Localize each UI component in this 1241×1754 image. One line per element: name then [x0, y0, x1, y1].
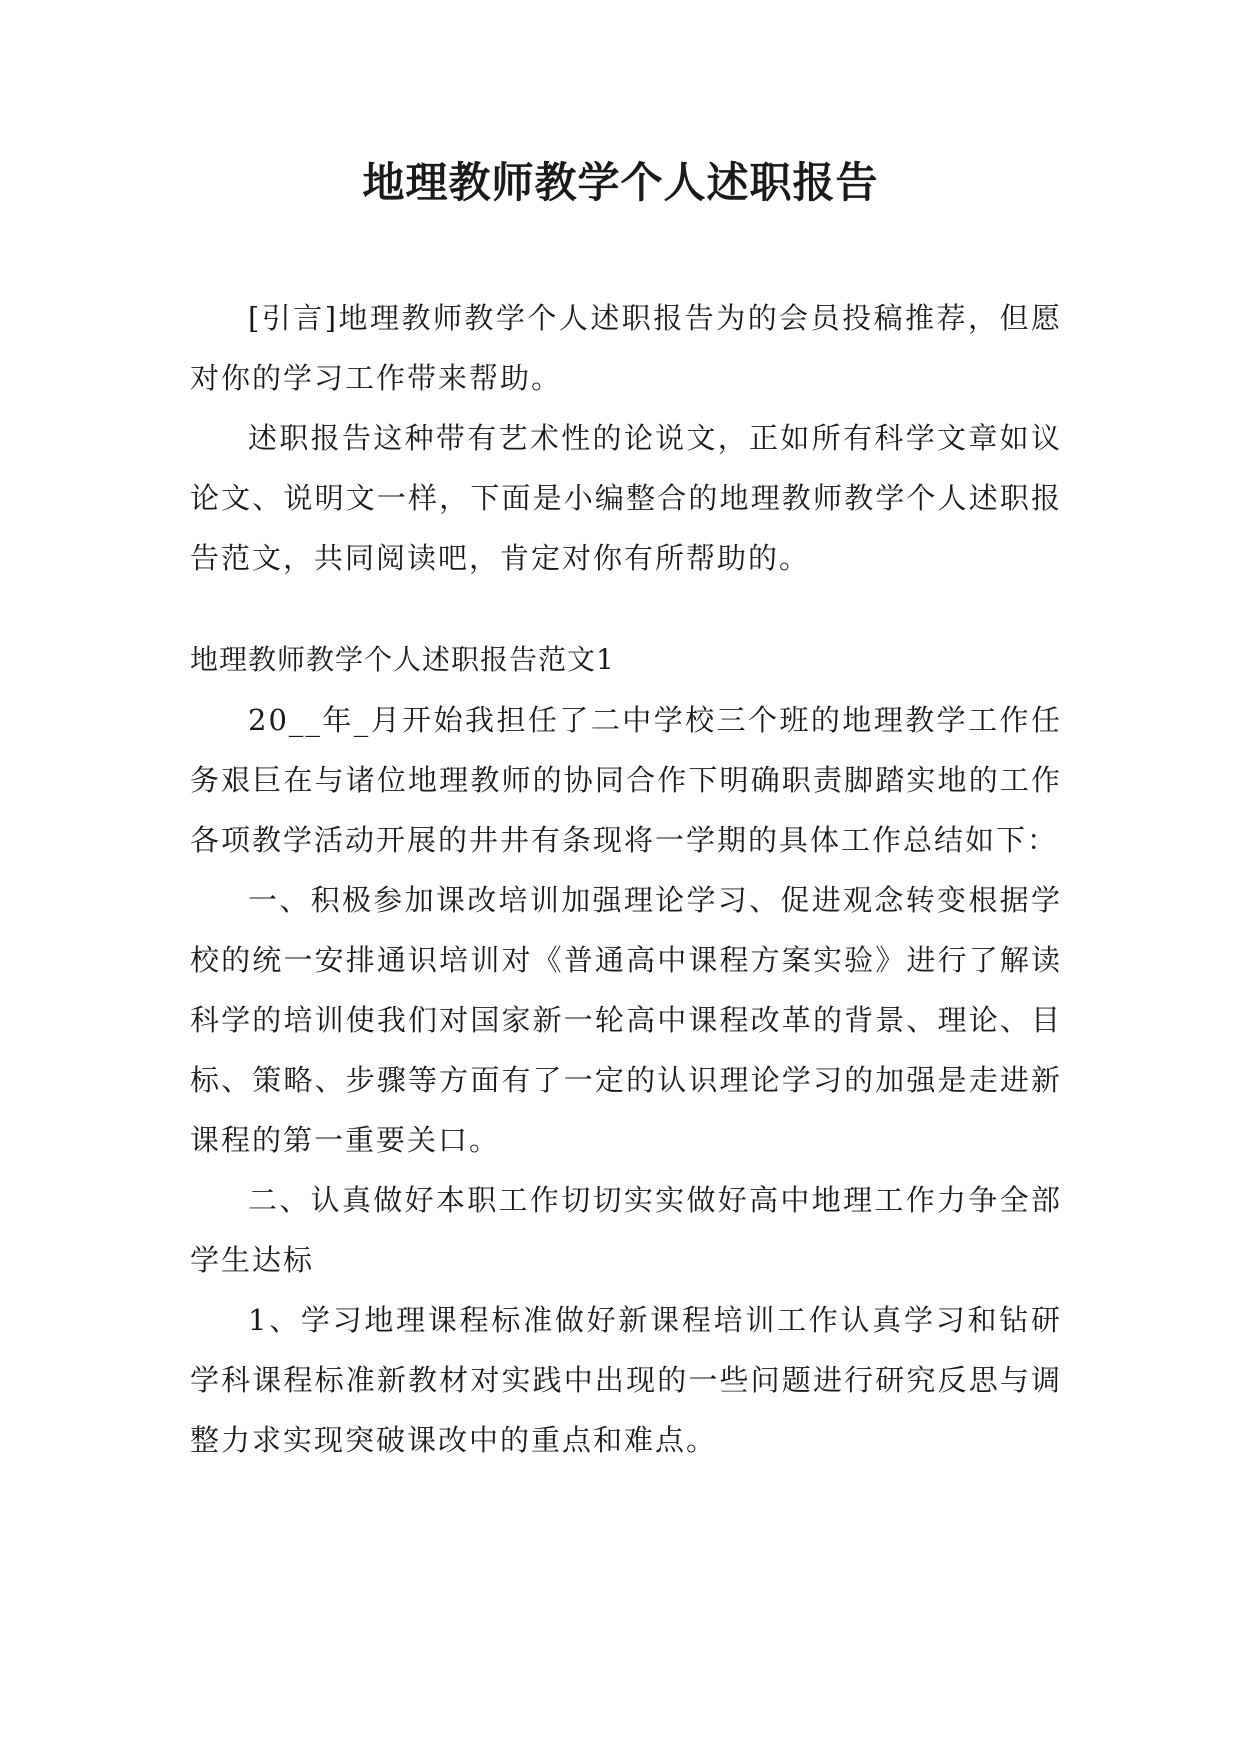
intro-paragraph: 述职报告这种带有艺术性的论说文，正如所有科学文章如议论文、说明文一样，下面是小编整合的地理教师教学个人述职报告范文，共同阅读吧，肯定对你有所帮助的。 [190, 421, 1062, 575]
body-paragraph: 20__年_月开始我担任了二中学校三个班的地理教学工作任务艰巨在与诸位地理教师的协同合作下明确职责脚踏实地的工作各项教学活动开展的井井有条现将一学期的具体工作总结如下： [190, 703, 1062, 857]
intro-paragraph: [引言]地理教师教学个人述职报告为的会员投稿推荐，但愿对你的学习工作带来帮助。 [190, 301, 1062, 395]
body-paragraph: 一、积极参加课改培训加强理论学习、促进观念转变根据学校的统一安排通识培训对《普通高中课程方案实验》进行了解读科学的培训使我们对国家新一轮高中课程改革的背景、理论、目标、策略、步骤等方面有了一定的认识理论学习的加强是走进新课程的第一重要关口。 [190, 883, 1062, 1157]
body-paragraph: 1、学习地理课程标准做好新课程培训工作认真学习和钻研学科课程标准新教材对实践中出现的一些问题进行研究反思与调整力求实现突破课改中的重点和难点。 [190, 1303, 1062, 1457]
document-title: 地理教师教学个人述职报告 [362, 158, 879, 207]
document-body [190, 288, 1062, 1470]
section-spacer [190, 588, 1062, 630]
body-paragraph: 二、认真做好本职工作切切实实做好高中地理工作力争全部学生达标 [190, 1183, 1062, 1277]
section-heading: 地理教师教学个人述职报告范文1 [190, 643, 615, 676]
